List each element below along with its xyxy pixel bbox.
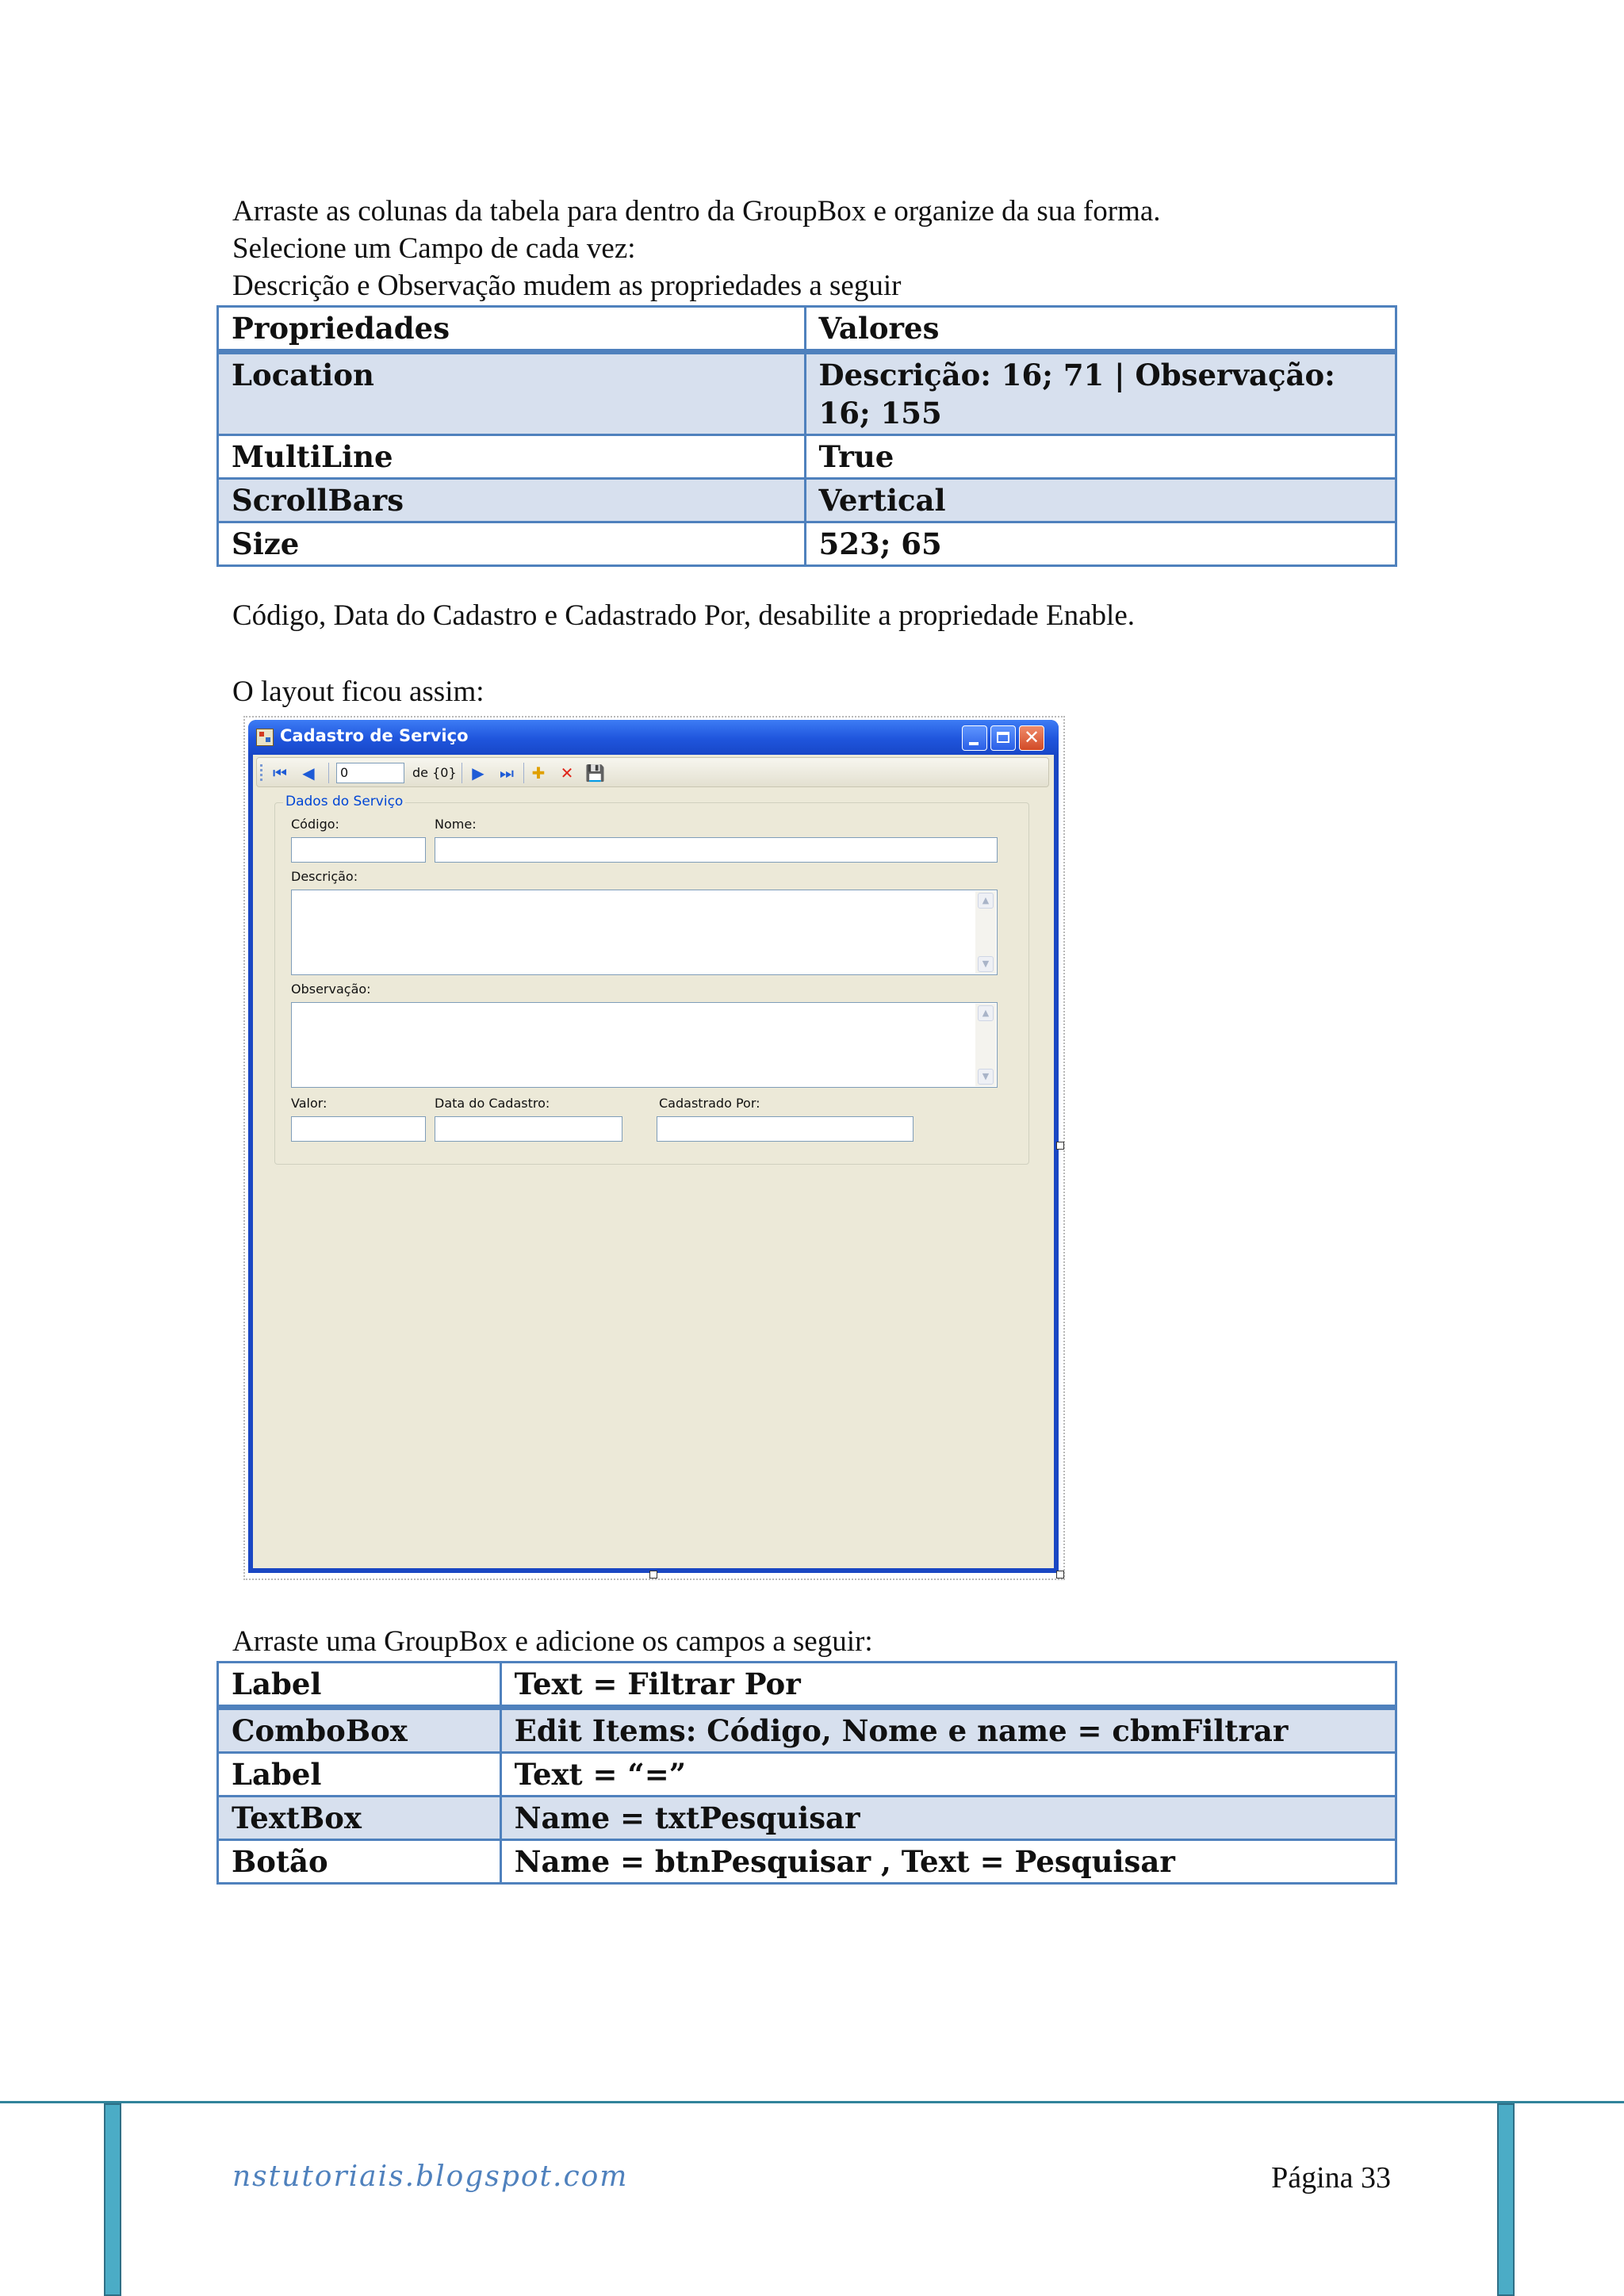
move-first-icon[interactable]: ⏮ <box>273 763 287 783</box>
scroll-down-icon[interactable]: ▼ <box>978 1069 994 1085</box>
control-type: TextBox <box>218 1797 501 1840</box>
property-name: Size <box>218 522 806 566</box>
table-row <box>218 1797 1396 1840</box>
control-setting: Edit Items: Código, Nome e name = cbmFiltrar <box>500 1708 1396 1753</box>
table-row <box>218 1753 1396 1797</box>
control-type: Botão <box>218 1840 501 1884</box>
label-valor: Valor: <box>291 1096 327 1111</box>
scroll-down-icon[interactable]: ▼ <box>978 956 994 972</box>
property-value: 523; 65 <box>805 522 1396 566</box>
property-value: True <box>805 435 1396 479</box>
cadastrado-por-input[interactable] <box>657 1116 914 1142</box>
table-row <box>218 1840 1396 1884</box>
header-properties: Propriedades <box>218 307 806 352</box>
control-type: ComboBox <box>218 1708 501 1753</box>
property-value: Vertical <box>805 479 1396 522</box>
table-row <box>218 1663 1396 1708</box>
table-header-row <box>218 307 1396 352</box>
property-name: MultiLine <box>218 435 806 479</box>
title-bar[interactable] <box>248 720 1059 755</box>
header-values: Valores <box>805 307 1396 352</box>
scroll-up-icon[interactable]: ▲ <box>978 893 994 909</box>
label-codigo: Código: <box>291 817 339 832</box>
move-last-icon[interactable]: ⏭ <box>500 763 514 783</box>
close-button[interactable] <box>1019 725 1044 751</box>
count-label: de {0} <box>412 765 457 780</box>
control-setting: Text = “=” <box>500 1753 1396 1797</box>
control-type: Label <box>218 1753 501 1797</box>
control-setting: Name = btnPesquisar , Text = Pesquisar <box>500 1840 1396 1884</box>
maximize-button[interactable] <box>990 725 1016 751</box>
properties-table <box>216 305 1397 567</box>
minimize-button[interactable] <box>962 725 987 751</box>
valor-input[interactable] <box>291 1116 426 1142</box>
data-cadastro-input[interactable] <box>435 1116 622 1142</box>
groupbox-title: Dados do Serviço <box>283 794 405 809</box>
footer-bar-left <box>104 2103 121 2296</box>
footer-rule <box>0 2101 1624 2103</box>
control-type: Label <box>218 1663 501 1708</box>
control-setting: Text = Filtrar Por <box>500 1663 1396 1708</box>
table-row <box>218 435 1396 479</box>
intro-line-1: Arraste as colunas da tabela para dentro da GroupBox e organize da sua forma. <box>232 195 1161 228</box>
enable-instruction: Código, Data do Cadastro e Cadastrado Por, desabilite a propriedade Enable. <box>232 599 1135 632</box>
intro-line-2: Selecione um Campo de cada vez: <box>232 232 636 265</box>
window-title: Cadastro de Serviço <box>280 726 469 745</box>
codigo-input[interactable] <box>291 837 426 863</box>
observacao-scrollbar[interactable] <box>975 1004 996 1086</box>
control-setting: Name = txtPesquisar <box>500 1797 1396 1840</box>
label-nome: Nome: <box>435 817 477 832</box>
table-row <box>218 479 1396 522</box>
intro-line-3: Descrição e Observação mudem as propriedades a seguir <box>232 270 902 302</box>
label-observacao: Observação: <box>291 982 371 997</box>
binding-navigator <box>256 757 1049 787</box>
label-cadastrado-por: Cadastrado Por: <box>659 1096 760 1111</box>
label-descricao: Descrição: <box>291 869 358 884</box>
toolbar-separator <box>328 763 329 783</box>
property-name: ScrollBars <box>218 479 806 522</box>
form-client-area <box>253 755 1054 1568</box>
label-data-cadastro: Data do Cadastro: <box>435 1096 550 1111</box>
minimize-icon <box>969 742 979 745</box>
nome-input[interactable] <box>435 837 998 863</box>
table-row <box>218 1708 1396 1753</box>
save-icon[interactable]: 💾 <box>585 763 605 783</box>
resize-handle-bottom[interactable] <box>649 1571 657 1578</box>
groupbox-instruction: Arraste uma GroupBox e adicione os campos a seguir: <box>232 1625 873 1658</box>
app-icon <box>256 729 274 746</box>
delete-icon[interactable]: ✕ <box>560 763 574 783</box>
move-next-icon[interactable]: ▶ <box>472 763 485 783</box>
form-window[interactable] <box>248 720 1059 1573</box>
add-new-icon[interactable]: ✚ <box>531 763 546 783</box>
descricao-scrollbar[interactable] <box>975 891 996 974</box>
observacao-textarea[interactable] <box>291 1002 998 1088</box>
move-previous-icon[interactable]: ◀ <box>302 763 315 783</box>
table-row <box>218 522 1396 566</box>
close-icon: ✕ <box>1023 726 1040 748</box>
maximize-icon <box>997 732 1009 743</box>
property-name: Location <box>218 352 806 435</box>
table-row <box>218 352 1396 435</box>
layout-caption: O layout ficou assim: <box>232 675 485 708</box>
property-value: Descrição: 16; 71 | Observação: 16; 155 <box>805 352 1396 435</box>
resize-handle-corner[interactable] <box>1056 1571 1064 1578</box>
toolbar-grip[interactable] <box>260 764 262 782</box>
descricao-textarea[interactable] <box>291 890 998 975</box>
controls-table <box>216 1661 1397 1885</box>
resize-handle-right[interactable] <box>1056 1142 1064 1150</box>
page-number: Página 33 <box>1271 2161 1391 2195</box>
toolbar-separator <box>523 763 524 783</box>
footer-bar-right <box>1497 2103 1515 2296</box>
scroll-up-icon[interactable]: ▲ <box>978 1005 994 1021</box>
position-input[interactable]: 0 <box>336 763 404 783</box>
footer-site: nstutoriais.blogspot.com <box>232 2160 629 2193</box>
